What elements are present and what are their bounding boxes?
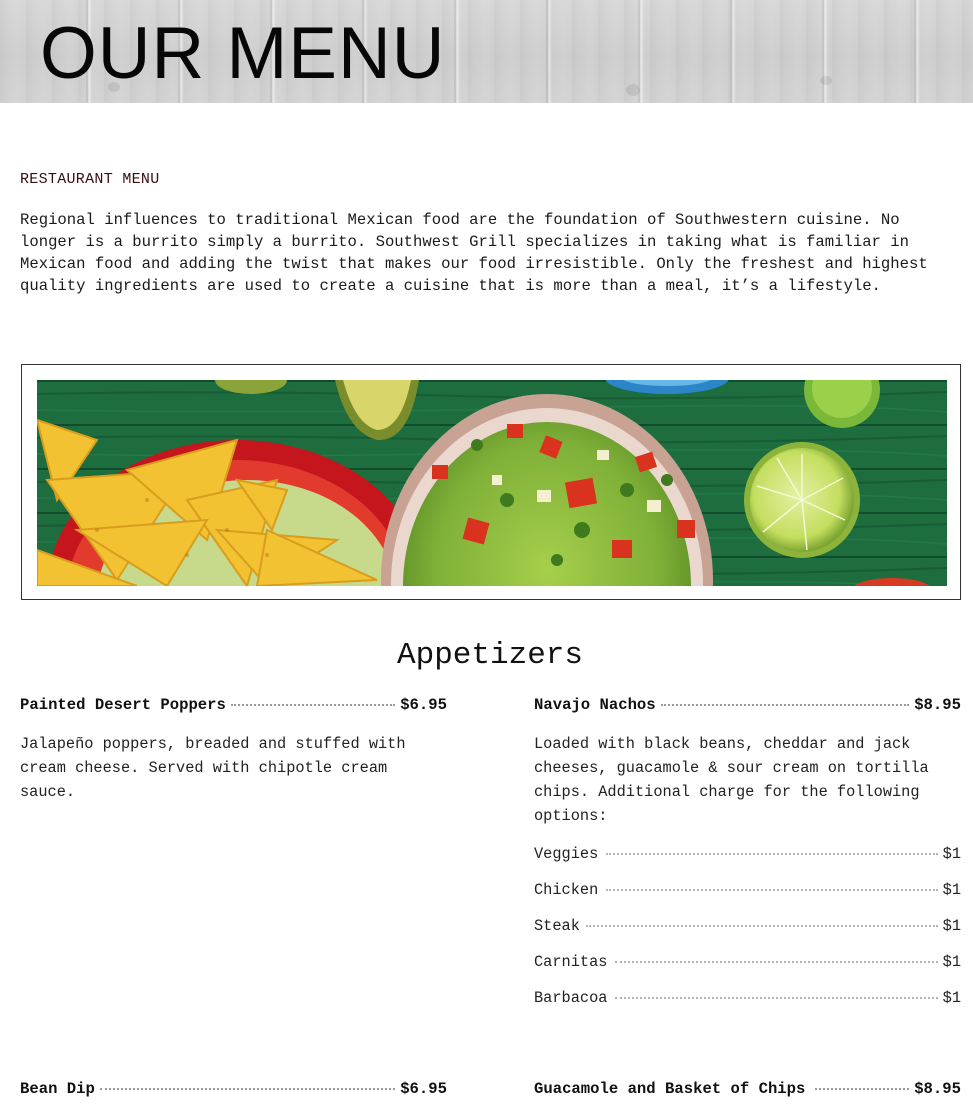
dot-leader xyxy=(615,997,937,999)
menu-item-header xyxy=(534,1080,961,1102)
menu-item-bean-dip xyxy=(20,1080,447,1102)
dot-leader xyxy=(606,853,937,855)
option-name: Steak xyxy=(534,917,580,935)
dot-leader xyxy=(231,704,395,706)
menu-item-price: $8.95 xyxy=(914,696,961,714)
menu-item-price: $8.95 xyxy=(914,1080,961,1098)
menu-item-header xyxy=(534,696,961,718)
menu-item-navajo-nachos xyxy=(534,696,961,1007)
section-title-appetizers: Appetizers xyxy=(396,638,584,673)
menu-item-name: Guacamole and Basket of Chips xyxy=(534,1080,806,1098)
chips-and-guacamole-photo xyxy=(37,380,947,586)
wood-knot-decoration xyxy=(820,76,832,85)
menu-item-name: Painted Desert Poppers xyxy=(20,696,226,714)
option-price: $1 xyxy=(942,917,961,935)
menu-item-description: Loaded with black beans, cheddar and jack cheeses, guacamole & sour cream on tortilla chips. Additional charge for the following options: xyxy=(534,735,929,825)
option-name: Chicken xyxy=(534,881,599,899)
menu-item-painted-desert-poppers xyxy=(20,696,447,804)
option-barbacoa xyxy=(534,989,961,1011)
dot-leader xyxy=(615,961,937,963)
option-carnitas xyxy=(534,953,961,975)
option-name: Carnitas xyxy=(534,953,608,971)
intro-paragraph: Regional influences to traditional Mexican food are the foundation of Southwestern cuisine. No longer is a burrito simply a burrito. Southwest Grill specializes in taking what is familiar in Mexican food and adding the twist that makes our food irresistible. Only the freshest and highest quality ingredients are used to create a cuisine that is more than a meal, it’s a lifestyle. xyxy=(20,211,928,295)
option-price: $1 xyxy=(942,989,961,1007)
menu-item-guacamole-and-chips xyxy=(534,1080,961,1102)
dot-leader xyxy=(661,704,910,706)
option-chicken xyxy=(534,881,961,903)
option-price: $1 xyxy=(942,845,961,863)
menu-item-name: Bean Dip xyxy=(20,1080,95,1098)
menu-hero-banner xyxy=(0,0,973,103)
dot-leader xyxy=(586,925,938,927)
option-name: Veggies xyxy=(534,845,599,863)
dot-leader xyxy=(606,889,937,891)
menu-item-header xyxy=(20,1080,447,1102)
option-steak xyxy=(534,917,961,939)
section-eyebrow: RESTAURANT MENU xyxy=(20,171,160,188)
option-veggies xyxy=(534,845,961,867)
menu-item-description: Jalapeño poppers, breaded and stuffed with cream cheese. Served with chipotle cream sauce. xyxy=(20,735,406,801)
menu-item-header xyxy=(20,696,447,718)
option-price: $1 xyxy=(942,881,961,899)
menu-item-price: $6.95 xyxy=(400,696,447,714)
food-illustration xyxy=(37,380,947,586)
menu-item-name: Navajo Nachos xyxy=(534,696,656,714)
page-title: OUR MENU xyxy=(40,13,446,94)
dot-leader xyxy=(100,1088,395,1090)
menu-item-price: $6.95 xyxy=(400,1080,447,1098)
banner-photo-frame xyxy=(21,364,961,600)
wood-knot-decoration xyxy=(626,84,640,96)
dot-leader xyxy=(815,1088,909,1090)
option-price: $1 xyxy=(942,953,961,971)
option-name: Barbacoa xyxy=(534,989,608,1007)
